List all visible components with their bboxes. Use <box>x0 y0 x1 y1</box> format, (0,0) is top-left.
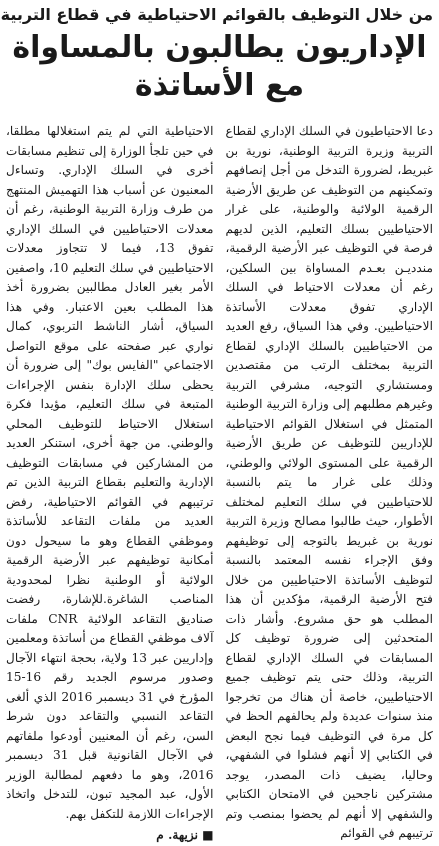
byline-text: نزيهة. م <box>156 828 198 842</box>
newspaper-article <box>0 4 439 843</box>
byline-square-icon: ■ <box>201 828 214 842</box>
body-column-left <box>6 122 214 842</box>
body-text-left: الاحتياطية التي لم يتم استغلالها مطلقا، في حين تلجأ الوزارة إلى تنظيم مسابقات أخرى في السلك الإداري. وتساءل المعنيون عن أسباب هذا التهميش المنتهج من طرف وزارة التربية الوطنية، رغم أن معدلات الاحتياطيين في السلك الإداري تفوق 13، فيما لا تتجاوز معدلات الاحتياطيين في سلك التعليم 10، واصفين الأمر بغير العادل مطالبين بضرورة أخذ هذا المطلب بعين الاعتبار. وفي هذا السياق، أشار الناشط التربوي، كمال نواري عبر صفحته على موقع التواصل الاجتماعي "الفايس بوك" إلى ضرورة أن يحظى سلك الإدارة بنفس الإجراءات المتبعة في سلك التعليم، مؤيدا فكرة استغلال الاحتياط للتوظيف المحلي والوطني. من جهة أخرى، استنكر العديد من المشاركين في مسابقات التوظيف الإدارية والتعليم بقطاع التربية الذين تم ترتيبهم في القوائم الاحتياطية، رفض العديد من ملفات التقاعد للأساتذة وموظفي القطاع وهو ما سيحول دون أمكانية توظيفهم عبر الأرضية الرقمية الولائية أو الوطنية نظرا لمحدودية المناصب الشاغرة.للإشارة، رفضت صناديق التقاعد الولائية CNR ملفات آلاف موظفي القطاع من أساتذة ومعلمين وإداريين عبر 13 ولاية، بحجة انتهاء الآجال وصدور مرسوم الجديد رقم 16-15 المؤرخ في 31 ديسمبر 2016 الذي ألغى التقاعد النسبي والتقاعد دون شرط السن، رغم أن المعنيين أودعوا ملفاتهم في الآجال القانونية قبل 31 ديسمبر 2016، وهو ما دفعهم لمطالبة الوزير الأول، عبد المجيد تبون، للتدخل واتخاذ الإجراءات اللازمة للتكفل بهم. <box>6 124 214 821</box>
article-headline-line1: الإداريون يطالبون بالمساواة <box>12 30 427 65</box>
body-text-right: دعا الاحتياطيون في السلك الإداري لقطاع التربية وزيرة التربية الوطنية، نورية بن غبريط، لضرورة التدخل من أجل إنصافهم وتمكينهم من التوظيف عن طريق الأرضية الرقمية الولائية والوطنية، على غرار الاحتياطيين بسلك التعليم، الذين لديهم فرصة في التوظيف عبر الأرضية الرقمية، مندديـن بعـدم المساواة بين السلكين، رغم أن معدلات الاحتياط في السلك الإداري تفوق معدلات الأساتذة الاحتياطيين. وفي هذا السياق، رفع العديد من الاحتياطيين بالسلك الإداري لقطاع التربية بمختلف الرتب من مقتصدين ومستشاري التوجيه، مشرفي التربية وغيرهم مطلبهم إلى وزارة التربية الوطنية المتمثل في استغلال القوائم الاحتياطية للإداريين للتوظيف عن طريق الأرضية الرقمية على المستوى الولائي والوطني، وذلك على غرار ما يتم بالنسبة للاحتياطيين في سلك التعليم لمختلف الأطوار، حيث طالبوا مصالح وزيرة التربية نورية بن غبريط بالتوجه إلى توظيفهم وفق الإجراء نفسه المعتمد بالنسبة لتوظيف الأساتذة الاحتياطيين من خلال فتح الأرضية الرقمية، مؤكدين أن هذا المطلب هو حق مشروع. وأشار ذات المتحدثين إلى ضرورة توظيف كل المسابقات في السلك الإداري لقطاع التربية، وذلك حتى يتم توظيف جميع الاحتياطيين، خاصة أن هناك من تخرجوا منذ سنوات عديدة ولم يحالفهم الحظ في كل مرة في التوظيف فيما نجح البعض في الكتابي إلا أنهم فشلوا في الشفهي، وحاليا، يضيف ذات المصدر، يوجد مشتركين ناجحين في الامتحان الكتابي والشفهي إلا أنهم لم يحضوا بمنصب وتم ترتيبهم في القوائم <box>225 124 433 840</box>
article-kicker: من خلال التوظيف بالقوائم الاحتياطية في قطاع التربية <box>0 5 433 24</box>
article-byline <box>6 826 214 846</box>
article-headline-line2: مع الأساتذة <box>134 68 305 103</box>
body-column-right <box>225 122 434 840</box>
article-body <box>6 122 433 842</box>
